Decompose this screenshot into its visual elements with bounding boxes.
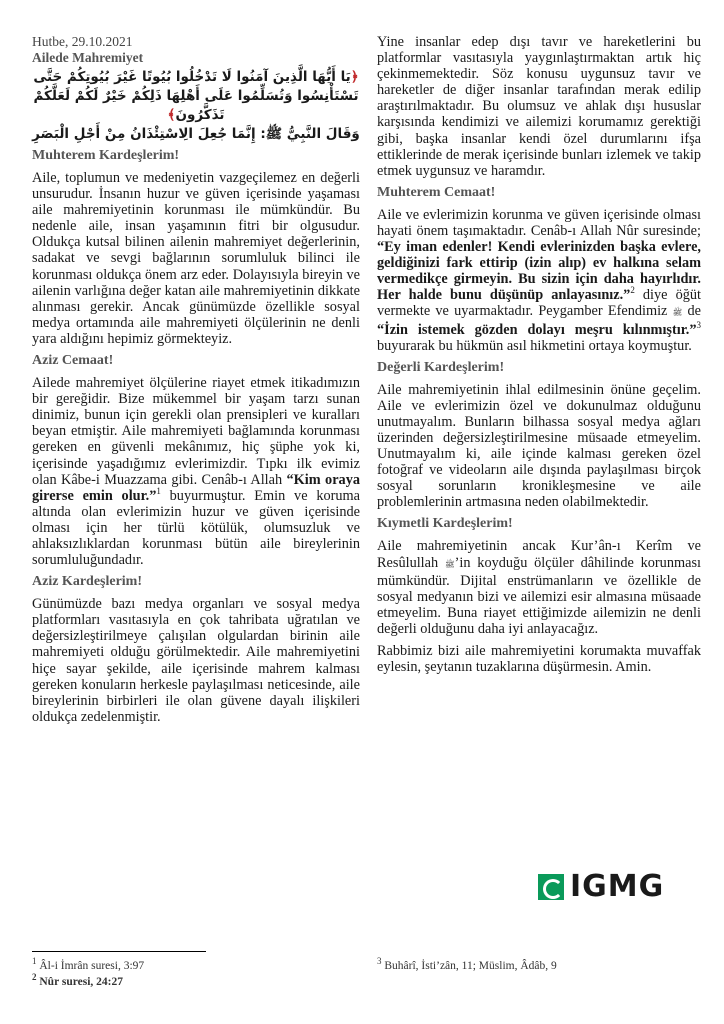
arabic-verse [32, 68, 360, 144]
footnote-1 [32, 958, 144, 974]
footnote-num: 2 [32, 972, 37, 983]
quote: “Kim oraya girerse emin olur.” [32, 471, 360, 504]
right-column [377, 34, 701, 681]
left-column [32, 34, 360, 731]
paragraph [377, 207, 701, 354]
text: Ailede mahremiyet ölçülerine riayet etmek itikadımızın bir gereğidir. Bize mükemmel bir yaşam tarzı sunan dinimiz, bunun için gerekli olan prensipleri ve kuralları beyan etmiştir. Aile mahremiyeti bağlamında korunması gereken en güvenli mekânımız, hiç şüphe yok ki, içerisinde yaşadığımız evlerimizdir. Tıpkı ilk evimiz olan Kâbe-i Muazzama gibi. Cenâb-ı Allah [32, 375, 360, 488]
salawat-glyph: ﷺ [672, 308, 683, 318]
footnote-ref: 2 [630, 285, 635, 296]
footnote-num: 3 [377, 956, 382, 967]
text: buyurmuştur. Emin ve koruma altında olan evlerimizin huzur ve güven içerisinde olması için her türlü kötülük, olumsuzluk ve ahlaksızlıklardan korunması bütün aile bireylerinin sorumluluğundadır. [32, 487, 360, 569]
footnote-3 [377, 958, 557, 974]
footnote-ref: 1 [156, 485, 161, 496]
text: Aile ve evlerimizin korunma ve güven içerisinde olması hayati önem taşımaktadır. Cenâb-ı Allah Nûr suresinde; [377, 206, 701, 239]
quote: “İzin istemek gözden dolayı meşru kılınmıştır.” [377, 321, 697, 338]
bracket-close: ﴾ [167, 107, 176, 123]
sermon-title: Ailede Mahremiyet [32, 50, 144, 65]
paragraph [377, 538, 701, 637]
sermon-date: Hutbe, 29.10.2021 [32, 34, 133, 49]
footnote-text: Nûr suresi, 24:27 [39, 976, 123, 988]
text: ’in koyduğu ölçüler dâhilinde korunması mümkündür. Dijital enstrümanların ve özellikle de sosyal medyanın bizi ve ailemizi esir almasına müsaade etmeyelim. Buna riayet ettiğimizde ailemizin ne denli değerli olduğunu daha iyi anlayacağız. [377, 554, 701, 637]
text: buyurarak bu hükmün asıl hikmetini ortaya koymuştur. [377, 337, 692, 354]
igmg-logo [538, 869, 665, 904]
paragraph [32, 375, 360, 568]
footnote-2 [32, 974, 123, 990]
text: Aile mahremiyetinin ancak Kur’ân-ı Kerîm ve Resûlullah [377, 538, 701, 571]
bracket-open: ﴿ [350, 69, 359, 85]
footnote-text: Âl-i İmrân suresi, 3:97 [39, 960, 145, 972]
section-heading: Değerli Kardeşlerim! [377, 359, 505, 375]
paragraph: Aile, toplumun ve medeniyetin vazgeçilemez en değerli unsurudur. İnsanın huzur ve güven içerisinde yaşaması aile mahremiyetinin korunması ile mümkündür. Bu nedenle aile, insan yaşamının fitri bir olgusudur. Oldukça kutsal bilinen ailenin mahremiyet değerlerinin, sadakat ve sevgi bağlarının sorumluluk bilinci ile korunması oldukça önem arz eder. Dolayısıyla bireyin ve ailenin varlığına değer katan aile mahremiyetinin dikkate alınması gerekir. Ancak günümüzde özellikle sosyal medya ortamında aile mahremiyeti ölçülerinin ne denli yara aldığını hepimiz görmekteyiz. [32, 170, 360, 347]
paragraph: Aile mahremiyetinin ihlal edilmesinin önüne geçelim. Aile ve evlerimizin özel ve dokunulmaz olduğunu unutmayalım. Bunların bilhassa sosyal medya ağları üzerinden değersizleştirilmesine müsaade etmeyelim. Unutmayalım ki, aile içinde kalması gereken özel fotoğraf ve videoların aile dışında paylaşılması birçok sosyal sorunların kronikleşmesine ve aile problemlerinin artmasına neden olabilmektedir. [377, 381, 701, 511]
quote: “Ey iman edenler! Kendi evlerinizden başka evlere, geldiğinizi fark ettirip (izin alıp) ev halkına selam vermedikçe girmeyin. Bu sizin için daha hayırlıdır. Her halde bunu düşünüp anlayasınız.” [377, 239, 701, 304]
verse-text: يَا أَيُّهَا الَّذِينَ آمَنُوا لَا تَدْخُلُوا بُيُوتًا غَيْرَ بُيُوتِكُمْ حَتَّى تَسْتَأْنِسُوا وَتُسَلِّمُوا عَلَى أَهْلِهَا ذَلِكُمْ خَيْرٌ لَكُمْ لَعَلَّكُمْ تَذَكَّرُونَ [33, 69, 359, 123]
footnote-ref: 3 [696, 319, 701, 330]
paragraph: Günümüzde bazı medya organları ve sosyal medya platformları vasıtasıyla en çok tahribata uğratılan ve değersizleştirilmeye çalışılan olgulardan birinin aile mahremiyeti olduğu görülmektedir. Aile mahremiyetini hiçe sayar şekilde, aile içerisinde mahrem kalması gereken konuların herkesle paylaşılması neticesinde, aile bireylerinin birbirleri ile olan güvene dayalı ilişkileri oldukça zedelenmiştir. [32, 596, 360, 725]
section-heading: Kıymetli Kardeşlerim! [377, 516, 513, 532]
salawat-glyph: ﷺ [444, 559, 455, 569]
text: diye öğüt vermekte ve uyarmaktadır. Peygamber Efendimiz [377, 287, 701, 320]
logo-text: IGMG [570, 869, 665, 904]
section-heading: Muhterem Cemaat! [377, 184, 496, 200]
logo-crescent-icon [538, 874, 564, 900]
closing-prayer: Rabbimiz bizi aile mahremiyetini korumakta muvaffak eylesin, şeytanın tuzaklarına düşürmesin. Amin. [377, 643, 701, 676]
text: de [682, 303, 701, 320]
paragraph: Yine insanlar edep dışı tavır ve hareketlerini bu platformlar vasıtasıyla yaygınlaştırmaktan artık hiç çekinmemektedir. Söz konusu uygunsuz tavır ve hareketler de diğer insanlar tarafından merak edilip araştırılmaktadır. Bu olumsuz ve ahlak dışı hususlar karşısında kendimizi ve ailemizi korumamız gerektiği gibi, başka insanlar kendi özel durumlarını ifşa ettiklerinde de merak içerisinde bunları izlemek ve takip etmek uygunsuz ve haramdır. [377, 34, 701, 179]
section-heading: Aziz Cemaat! [32, 353, 114, 369]
footnote-num: 1 [32, 956, 37, 967]
footnote-divider [32, 951, 206, 952]
footnote-text: Buhârî, İsti’zân, 11; Müslim, Âdâb, 9 [384, 960, 557, 972]
section-heading: Aziz Kardeşlerim! [32, 574, 143, 590]
section-heading: Muhterem Kardeşlerim! [32, 148, 180, 163]
hadith-text: وَقَالَ النَّبِيُّ ﷺ: إِنَّمَا جُعِلَ الِاسْتِئْذَانُ مِنْ أَجْلِ الْبَصَرِ [32, 126, 360, 142]
